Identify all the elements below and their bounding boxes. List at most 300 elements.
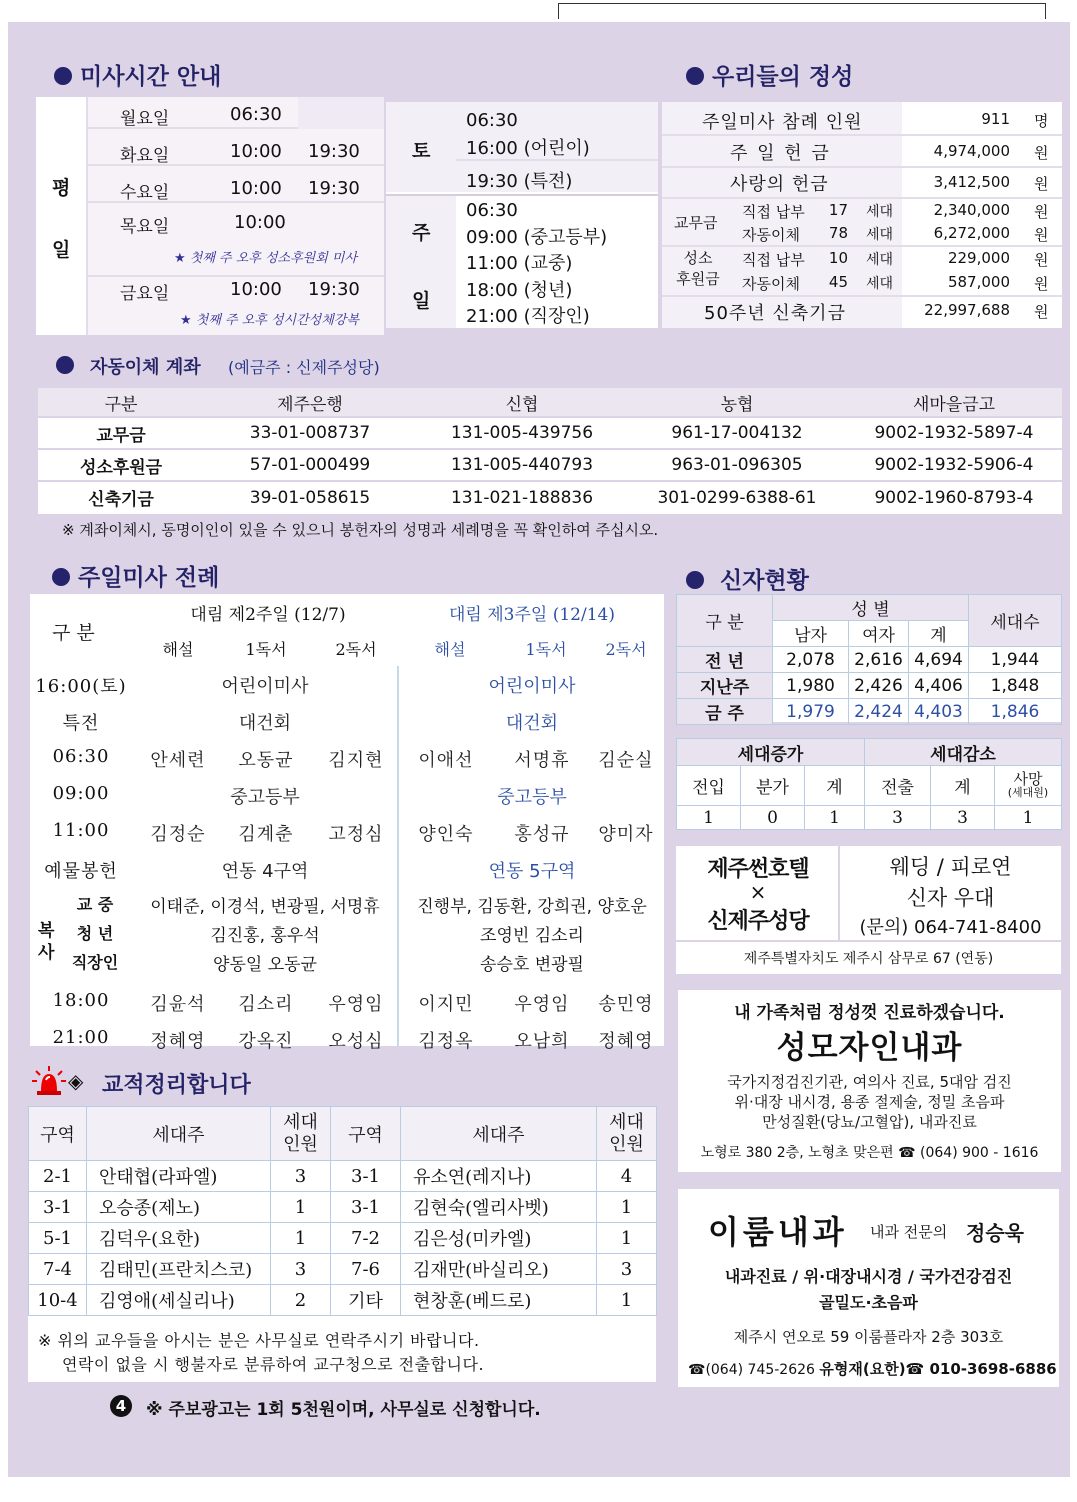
assignment: 어린이미사: [221, 675, 309, 697]
value-cell: 1: [677, 806, 741, 830]
increase-header: 세대증가: [677, 739, 865, 766]
fee-unit: 원: [1034, 203, 1049, 221]
page-number: 4: [110, 1395, 132, 1417]
householder: 김은성(미카엘): [401, 1223, 597, 1254]
vocation-count: 45: [828, 273, 848, 291]
district: 5-1: [29, 1223, 87, 1254]
death-header: [995, 766, 1062, 806]
vocation-value: 587,000: [947, 273, 1010, 291]
death-sublabel: (세대원): [1007, 785, 1049, 799]
row-label: 교무금: [38, 417, 204, 449]
vocation-label-2: 후원금: [676, 270, 720, 288]
household-size: 3: [597, 1254, 657, 1285]
clinic2-phone-2: 유형재(요한)☎ 010-3698-6886: [819, 1360, 1057, 1378]
vocation-unit: 원: [1034, 251, 1049, 269]
registry-body: [29, 1161, 657, 1316]
time-2: 19:30: [308, 279, 360, 300]
liturgy-heading: 주일미사 전례: [52, 559, 219, 592]
hotel-logo-text-2: 신제주성당: [707, 909, 809, 934]
value-cell: 1: [805, 806, 865, 830]
liturgy-row: [30, 738, 664, 775]
account-number: 301-0299-6388-61: [628, 481, 846, 513]
row-label: 성소후원금: [38, 449, 204, 481]
row-label: 16:00(토): [35, 675, 127, 697]
day-label: 수요일: [120, 183, 170, 203]
liturgy-row: [30, 982, 664, 1019]
gubun-header: 구 분: [677, 595, 773, 647]
registry-row: [29, 1161, 657, 1192]
male-count: 2,078: [773, 647, 849, 673]
server-group-label: 직장인: [71, 953, 119, 972]
love-collection-label: 사랑의 헌금: [730, 174, 829, 195]
bullet-icon: [52, 568, 70, 586]
header-line: 인원: [609, 1133, 644, 1155]
header-cell: 구역: [29, 1107, 87, 1161]
members-row: [677, 673, 1062, 699]
clinic2-doctor-prefix: 내과 전문의: [870, 1223, 948, 1241]
clinic1-description: [678, 1072, 1061, 1132]
district: 2-1: [29, 1161, 87, 1192]
divider: [676, 940, 1061, 942]
header-cell: 제주은행: [204, 387, 416, 417]
siren-icon: [32, 1066, 66, 1096]
week1-title: 대림 제2주일 (12/7): [190, 605, 346, 625]
clinic2-doctor: 정승욱: [966, 1221, 1024, 1245]
household-size: 4: [597, 1161, 657, 1192]
account-holder: (예금주 : 신제주성당): [228, 358, 380, 377]
members-box: [676, 594, 1061, 722]
friday-note: ★ 첫째 주 오후 성시간성체강복: [180, 313, 359, 328]
inc-total-header: 계: [805, 766, 865, 806]
hotel-logo-x: ×: [749, 880, 767, 904]
total-count: 4,403: [909, 699, 969, 725]
householder: 오승종(제노): [87, 1192, 271, 1223]
time-2: 19:30: [308, 178, 360, 199]
anniversary-value: 22,997,688: [924, 301, 1010, 319]
hotel-ad: [676, 846, 1061, 974]
server-names: 양동일 오동균: [213, 955, 317, 975]
liturgy-row: [30, 701, 664, 738]
weekday-label-bottom: 일: [52, 239, 71, 261]
reader-name: 김순실: [598, 749, 654, 771]
reader-name: 우영임: [328, 993, 384, 1015]
registry-row: [29, 1223, 657, 1254]
hotel-logo-text-1: 제주썬호텔: [707, 857, 809, 882]
thursday-note: ★ 첫째 주 오후 성소후원회 미사: [174, 251, 358, 266]
households-header: 세대수: [969, 595, 1062, 647]
sunday-collection-unit: 원: [1034, 144, 1049, 162]
saturday-label-cell: [386, 102, 456, 192]
server-label: 복사: [38, 921, 55, 963]
header-cell: 구역: [331, 1107, 401, 1161]
death-label: 사망: [1013, 769, 1043, 788]
love-collection-value: 3,412,500: [933, 173, 1010, 191]
day-label: 금요일: [120, 284, 170, 304]
account-number: 9002-1960-8793-4: [846, 481, 1062, 513]
row-label: 18:00: [52, 989, 110, 1011]
split-header: 분가: [741, 766, 805, 806]
header-cell: 세대주: [87, 1107, 271, 1161]
saturday-time: 06:30: [466, 110, 518, 131]
divider: [662, 295, 1062, 297]
divider: [662, 166, 1062, 168]
account-number: 57-01-000499: [204, 449, 416, 481]
transfer-table-box: [38, 386, 1062, 514]
registry-note-1: ※ 위의 교우들을 아시는 분은 사무실로 연락주시기 바랍니다.: [38, 1331, 480, 1350]
registry-note-2: 연락이 없을 시 행불자로 분류하여 교구청으로 전출합니다.: [62, 1355, 485, 1374]
vocation-count-unit: 세대: [866, 276, 894, 292]
hotel-line-1: 웨딩 / 피로연: [889, 855, 1012, 879]
role-header: 해설: [434, 640, 466, 659]
reader-name: 양인숙: [418, 823, 474, 845]
server-group-label: 청 년: [76, 924, 114, 943]
value-cell: 3: [865, 806, 931, 830]
transfer-table: [38, 386, 1062, 513]
day-label: 화요일: [120, 146, 170, 166]
gubun-label: 구 분: [52, 622, 95, 644]
sunday-time: 21:00 (직장인): [466, 306, 590, 327]
header-cell: 농협: [628, 387, 846, 417]
transfer-row: [38, 449, 1062, 481]
friday-row: [88, 277, 384, 307]
sunday-times: [456, 196, 658, 328]
reader-name: 오동균: [238, 749, 294, 771]
reader-name: 고정심: [328, 823, 384, 845]
saturday-label: 토: [412, 140, 431, 162]
reader-name: 오남희: [514, 1030, 570, 1052]
household-size: 1: [597, 1285, 657, 1316]
female-count: 2,426: [849, 673, 909, 699]
reader-name: 김정옥: [418, 1030, 474, 1052]
diamond-icon: ◈: [68, 1069, 84, 1093]
header-line: 세대: [283, 1111, 318, 1133]
transfer-row: [38, 417, 1062, 449]
district: 10-4: [29, 1285, 87, 1316]
row-label: 지난주: [677, 673, 773, 699]
header-cell: [271, 1107, 331, 1161]
time-1: 10:00: [230, 141, 282, 162]
household-count: 1,848: [969, 673, 1062, 699]
reader-name: 정혜영: [598, 1030, 654, 1052]
male-count: 1,980: [773, 673, 849, 699]
female-count: 2,424: [849, 699, 909, 725]
clinic2-services: 골밀도·초음파: [819, 1293, 918, 1312]
account-number: 131-005-440793: [416, 449, 628, 481]
liturgy-row: [30, 1019, 664, 1056]
liturgy-row: [30, 775, 664, 812]
transfer-header-row: [38, 387, 1062, 417]
fee-value: 6,272,000: [933, 224, 1010, 242]
attendance-unit: 명: [1034, 112, 1049, 130]
members-heading: 신자현황: [686, 562, 809, 595]
fee-count-unit: 세대: [866, 204, 894, 220]
header-line: 세대: [609, 1111, 644, 1133]
row-label: 11:00: [52, 819, 110, 841]
clinic2-services: 내과진료 / 위·대장내시경 / 국가건강검진: [724, 1267, 1013, 1286]
householder: 현창훈(베드로): [401, 1285, 597, 1316]
server-names: 송승호 변광필: [480, 955, 584, 975]
bullet-icon: [56, 356, 74, 374]
hotel-line-2: 신자 우대: [906, 886, 995, 910]
server-names: 김진홍, 홍우석: [210, 926, 320, 946]
header-cell: [597, 1107, 657, 1161]
householder: 김덕우(요한): [87, 1223, 271, 1254]
sunday-time: 11:00 (교중): [466, 253, 573, 274]
reader-name: 안세련: [150, 749, 206, 771]
reader-name: 우영임: [514, 993, 570, 1015]
household-size: 1: [271, 1223, 331, 1254]
anniversary-label: 50주년 신축기금: [704, 303, 846, 324]
total-count: 4,406: [909, 673, 969, 699]
row-label: 예물봉헌: [44, 860, 118, 882]
header-cell: 신협: [416, 387, 628, 417]
household-change-table: [676, 738, 1062, 830]
server-names: 이태준, 이경석, 변광필, 서명휴: [150, 897, 380, 917]
district: 3-1: [29, 1192, 87, 1223]
assignment: 연동 5구역: [488, 860, 576, 882]
bullet-icon: [686, 571, 704, 589]
weekday-list: [88, 97, 384, 335]
role-header: 2독서: [335, 640, 377, 659]
anniversary-unit: 원: [1034, 303, 1049, 321]
household-size: 1: [271, 1192, 331, 1223]
reader-name: 강옥진: [238, 1030, 294, 1052]
account-number: 9002-1932-5897-4: [846, 417, 1062, 449]
auto-transfer-title: 자동이체 계좌: [90, 357, 201, 378]
header-cell: 구분: [38, 387, 204, 417]
householder: 유소연(레지나): [401, 1161, 597, 1192]
district: 7-4: [29, 1254, 87, 1285]
district: 3-1: [331, 1161, 401, 1192]
week2-title: 대림 제3주일 (12/14): [449, 605, 615, 625]
members-row: [677, 699, 1062, 725]
server-names: 진행부, 김동환, 강희권, 양호운: [417, 897, 647, 917]
weekday-mass-box: [36, 97, 384, 335]
row-label: 금 주: [677, 699, 773, 725]
householder: 안태협(라파엘): [87, 1161, 271, 1192]
server-block: [30, 886, 664, 982]
registry-box: [28, 1106, 656, 1382]
clinic1-address: 노형로 380 2층, 노형초 맞은편 ☎ (064) 900 - 1616: [700, 1145, 1039, 1161]
sunday-time: 09:00 (중고등부): [466, 226, 608, 248]
female-count: 2,616: [849, 647, 909, 673]
attendance-value: 911: [981, 110, 1010, 128]
account-number: 131-021-188836: [416, 481, 628, 513]
sunday-time: 06:30: [466, 200, 518, 221]
monday-row: [88, 97, 384, 129]
registry-row: [29, 1285, 657, 1316]
clinic-ad-1: [678, 990, 1061, 1172]
header-cell: 세대주: [401, 1107, 597, 1161]
account-number: 961-17-004132: [628, 417, 846, 449]
total-count: 4,694: [909, 647, 969, 673]
reader-name: 김윤석: [150, 993, 206, 1015]
sunday-time: 18:00 (청년): [466, 279, 573, 301]
love-collection-unit: 원: [1034, 175, 1049, 193]
female-header: 여자: [849, 621, 909, 647]
reader-name: 김소리: [238, 993, 294, 1015]
fee-count-unit: 세대: [866, 227, 894, 243]
role-header: 1독서: [525, 640, 567, 659]
footer-text: ※ 주보광고는 1회 5천원이며, 사무실로 신청합니다.: [146, 1400, 541, 1420]
offering-heading: 우리들의 정성: [686, 58, 853, 91]
account-number: 39-01-058615: [204, 481, 416, 513]
row-label: 21:00: [52, 1026, 110, 1048]
clinic2-address: 제주시 연오로 59 이룸플라자 2층 303호: [733, 1328, 1004, 1346]
vocation-value: 229,000: [947, 249, 1010, 267]
vocation-count: 10: [828, 249, 848, 267]
reader-name: 송민영: [598, 993, 654, 1015]
sunday-label-bottom: 일: [412, 290, 431, 312]
value-cell: 1: [995, 806, 1062, 830]
decrease-header: 세대감소: [865, 739, 1062, 766]
bullet-icon: [686, 67, 704, 85]
weekday-label-top: 평: [52, 177, 71, 199]
hotel-address: 제주특별자치도 제주시 삼무로 67 (연동): [743, 951, 994, 967]
time-1: 10:00: [234, 212, 286, 233]
reader-name: 김계춘: [238, 823, 294, 845]
wednesday-row: [88, 171, 384, 203]
sunday-label-top: 주: [412, 222, 431, 244]
male-count: 1,979: [773, 699, 849, 725]
district: 7-6: [331, 1254, 401, 1285]
header-line: 인원: [283, 1133, 318, 1155]
liturgy-row: [30, 812, 664, 849]
fee-count: 17: [828, 201, 848, 219]
registry-row: [29, 1254, 657, 1285]
thursday-row: [88, 206, 384, 236]
attendance-label: 주일미사 참례 인원: [702, 112, 863, 133]
saturday-time: 19:30 (특전): [466, 171, 573, 192]
time-1: 10:00: [230, 178, 282, 199]
reader-name: 양미자: [598, 823, 654, 845]
divider: [456, 159, 658, 161]
account-number: 131-005-439756: [416, 417, 628, 449]
vocation-label-1: 성소: [683, 249, 713, 267]
vocation-type: 자동이체: [742, 275, 800, 293]
vocation-count-unit: 세대: [866, 252, 894, 268]
household-size: 2: [271, 1285, 331, 1316]
time-1: 06:30: [230, 104, 282, 125]
transfer-note: ※ 계좌이체시, 동명이인이 있을 수 있으니 봉헌자의 성명과 세례명을 꼭 확인하여 주십시오.: [62, 521, 659, 539]
server-group-label: 교 중: [76, 895, 114, 914]
reader-name: 김지현: [328, 749, 384, 771]
top-frame: [558, 3, 1046, 19]
move-in-header: 전입: [677, 766, 741, 806]
gender-header: 성 별: [773, 595, 969, 621]
registry-row: [29, 1192, 657, 1223]
household-size: 1: [597, 1192, 657, 1223]
sunday-label-cell: [386, 196, 456, 328]
empty-cell: [298, 97, 384, 129]
district: 3-1: [331, 1192, 401, 1223]
reader-name: 이지민: [418, 993, 474, 1015]
assignment: 대건회: [505, 712, 559, 734]
household-change-values: [677, 806, 1062, 830]
reader-name: 김정순: [150, 823, 206, 845]
fee-value: 2,340,000: [933, 201, 1010, 219]
liturgy-box: [30, 594, 664, 1052]
weekday-label-cell: [36, 97, 88, 335]
fee-count: 78: [828, 224, 848, 242]
members-row: [677, 647, 1062, 673]
assignment: 중고등부: [497, 786, 567, 808]
clinic1-name: 성모자인내과: [776, 1030, 963, 1066]
sunday-collection-label: 주 일 헌 금: [730, 143, 831, 164]
household-change-box: [676, 738, 1061, 830]
account-number: 963-01-096305: [628, 449, 846, 481]
liturgy-row: [30, 849, 664, 886]
vocation-label: [666, 248, 730, 290]
divider: [662, 245, 1062, 247]
hotel-logo: [676, 846, 840, 940]
row-label: 특전: [62, 712, 100, 734]
account-number: 9002-1932-5906-4: [846, 449, 1062, 481]
time-1: 10:00: [230, 279, 282, 300]
row-label: 전 년: [677, 647, 773, 673]
clinic1-tagline: 내 가족처럼 정성껏 진료하겠습니다.: [734, 1003, 1005, 1023]
total-header: 계: [909, 621, 969, 647]
clinic2-name: 이룸내과: [708, 1213, 848, 1251]
weekend-mass-box: [386, 102, 658, 328]
reader-name: 홍성규: [514, 823, 570, 845]
male-header: 남자: [773, 621, 849, 647]
account-number: 33-01-008737: [204, 417, 416, 449]
clinic1-desc-line: 위·대장 내시경, 용종 절제술, 정밀 초음파: [734, 1093, 1005, 1111]
parish-fee-label: 교무금: [674, 214, 718, 232]
household-size: 3: [271, 1254, 331, 1285]
row-label: 09:00: [52, 782, 110, 804]
dec-total-header: 계: [931, 766, 995, 806]
vocation-type: 직접 납부: [742, 251, 805, 269]
server-names: 조영빈 김소리: [480, 926, 584, 946]
day-label: 월요일: [120, 109, 170, 129]
tuesday-row: [88, 134, 384, 166]
fee-type: 직접 납부: [742, 203, 805, 221]
clinic-ad-2: [678, 1189, 1059, 1387]
sunday-collection-value: 4,974,000: [933, 142, 1010, 160]
day-label: 목요일: [120, 217, 170, 237]
district: 기타: [331, 1285, 401, 1316]
assignment: 대건회: [238, 712, 292, 734]
move-out-header: 전출: [865, 766, 931, 806]
reader-name: 서명휴: [514, 749, 570, 771]
saturday-times: [456, 102, 658, 192]
saturday-time: 16:00 (어린이): [466, 138, 590, 159]
clinic2-phone-1: ☎(064) 745-2626: [688, 1362, 815, 1378]
hotel-phone: (문의) 064-741-8400: [859, 917, 1042, 938]
time-2: 19:30: [308, 141, 360, 162]
role-header: 해설: [162, 640, 194, 659]
role-header: 1독서: [245, 640, 287, 659]
registry-table: [28, 1106, 657, 1316]
householder: 김태민(프란치스코): [87, 1254, 271, 1285]
offering-box: [662, 102, 1062, 328]
sunday-time-list: [466, 198, 607, 331]
liturgy-row: [30, 664, 664, 701]
divider: [662, 197, 1062, 199]
assignment: 연동 4구역: [221, 860, 309, 882]
clinic1-desc-line: 만성질환(당뇨/고혈압), 내과진료: [762, 1113, 977, 1131]
transfer-row: [38, 481, 1062, 513]
reader-name: 오성심: [328, 1030, 384, 1052]
divider: [662, 134, 1062, 136]
value-cell: 3: [931, 806, 995, 830]
value-cell: 0: [741, 806, 805, 830]
district: 7-2: [331, 1223, 401, 1254]
reader-name: 이애선: [418, 749, 474, 771]
household-size: 1: [597, 1223, 657, 1254]
